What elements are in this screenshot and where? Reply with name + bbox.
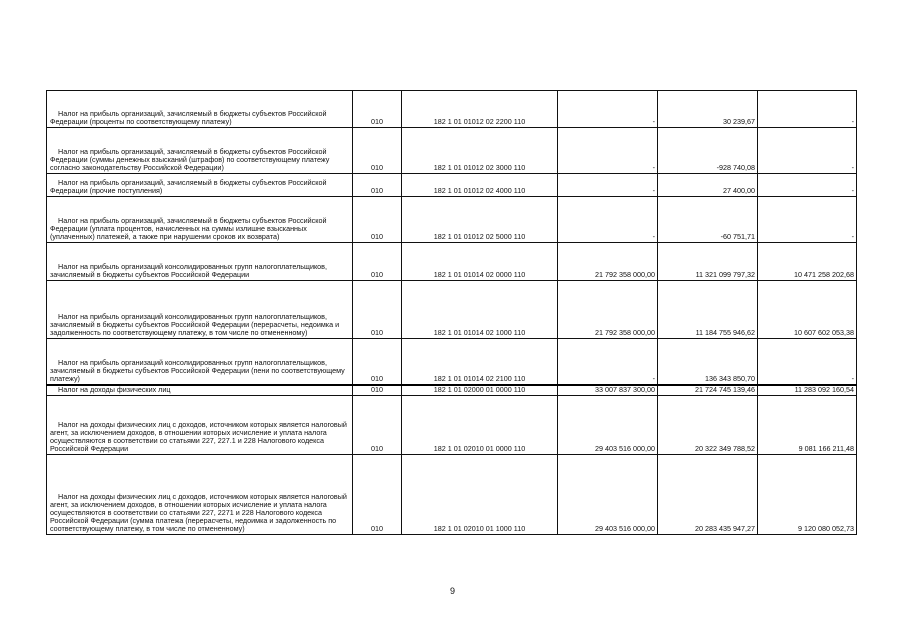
row-name: Налог на прибыль организаций консолидированных групп налогоплательщиков, зачисляемый в бюджеты субъектов Российской Федерации [50,262,328,279]
row-unexecuted: 9 081 166 211,48 [758,396,857,455]
row-budget-code: 182 1 01 02010 01 1000 110 [402,455,558,535]
row-budget-code: 182 1 01 01012 02 4000 110 [402,174,558,197]
row-budget-code: 182 1 01 01014 02 0000 110 [402,243,558,281]
row-line-code: 010 [353,128,402,174]
row-line-code: 010 [353,455,402,535]
table-row [47,197,857,243]
row-executed: 21 724 745 139,46 [658,385,758,396]
row-name-cell [47,339,353,385]
row-budget-code: 182 1 01 01012 02 2200 110 [402,91,558,128]
row-name: Налог на прибыль организаций консолидированных групп налогоплательщиков, зачисляемый в бюджеты субъектов Российской Федерации (пени по соответствующему платежу) [50,357,345,383]
row-approved: - [558,128,658,174]
row-line-code: 010 [353,396,402,455]
row-approved: 21 792 358 000,00 [558,243,658,281]
row-name: Налог на прибыль организаций, зачисляемый в бюджеты субъектов Российской Федерации (проценты по соответствующему платежу) [50,109,327,126]
row-budget-code: 182 1 01 01014 02 2100 110 [402,339,558,385]
revenue-table [46,90,857,535]
row-approved: 29 403 516 000,00 [558,455,658,535]
row-line-code: 010 [353,197,402,243]
row-executed: 20 322 349 788,52 [658,396,758,455]
row-name: Налог на прибыль организаций консолидированных групп налогоплательщиков, зачисляемый в бюджеты субъектов Российской Федерации (перерасчеты, недоимка и задолженность по соответствующему платежу, в том числе по отмененному) [50,312,340,337]
table-row [47,91,857,128]
row-approved: - [558,339,658,385]
row-name: Налог на прибыль организаций, зачисляемый в бюджеты субъектов Российской Федерации (прочие поступления) [50,178,327,195]
table-row [47,396,857,455]
row-unexecuted: 10 607 602 053,38 [758,281,857,339]
row-name: Налог на прибыль организаций, зачисляемый в бюджеты субъектов Российской Федерации (суммы денежных взысканий (штрафов) по соответствующему платежу согласно законодательству Российской Федерации) [50,147,330,172]
row-approved: - [558,91,658,128]
row-unexecuted: - [758,197,857,243]
row-unexecuted: 9 120 080 052,73 [758,455,857,535]
row-budget-code: 182 1 01 02010 01 0000 110 [402,396,558,455]
row-approved: - [558,197,658,243]
row-executed: 136 343 850,70 [658,339,758,385]
row-name-cell [47,281,353,339]
row-executed: -60 751,71 [658,197,758,243]
row-name: Налог на прибыль организаций, зачисляемый в бюджеты субъектов Российской Федерации (уплата процентов, начисленных на суммы излишне взысканных (уплаченных) платежей, а также при нарушении сроков их возврата) [50,216,327,241]
row-executed: -928 740,08 [658,128,758,174]
row-approved: 21 792 358 000,00 [558,281,658,339]
table-row [47,281,857,339]
row-name-cell [47,174,353,197]
row-unexecuted: - [758,91,857,128]
row-approved: 29 403 516 000,00 [558,396,658,455]
page-number: 9 [449,586,455,596]
row-line-code: 010 [353,91,402,128]
row-name-cell [47,91,353,128]
row-approved: - [558,174,658,197]
row-name-cell [47,197,353,243]
row-name-cell [47,128,353,174]
row-budget-code: 182 1 01 02000 01 0000 110 [402,385,558,396]
row-unexecuted: 10 471 258 202,68 [758,243,857,281]
table-row [47,174,857,197]
row-name-cell [47,396,353,455]
row-name: Налог на доходы физических лиц с доходов, источником которых является налоговый агент, за исключением доходов, в отношении которых исчисление и уплата налога осуществляются в соответствии со статьями 227, 227.1 и 228 Налогового кодекса Российской Федерации [50,420,347,453]
table-row [47,455,857,535]
row-executed: 20 283 435 947,27 [658,455,758,535]
row-executed: 11 184 755 946,62 [658,281,758,339]
row-unexecuted: 11 283 092 160,54 [758,385,857,396]
row-line-code: 010 [353,385,402,396]
row-approved: 33 007 837 300,00 [558,385,658,396]
row-unexecuted: - [758,128,857,174]
row-unexecuted: - [758,339,857,385]
row-executed: 30 239,67 [658,91,758,128]
row-budget-code: 182 1 01 01012 02 5000 110 [402,197,558,243]
row-name-cell [47,385,353,396]
row-name-cell [47,243,353,281]
row-unexecuted: - [758,174,857,197]
row-line-code: 010 [353,243,402,281]
row-name: Налог на доходы физических лиц с доходов, источником которых является налоговый агент, за исключением доходов, в отношении которых исчисление и уплата налога осуществляются в соответствии со статьями 227, 2271 и 228 Налогового кодекса Российской Федерации (сумма платежа (перерасчеты, недоимка и задолженность по соответствующему платежу, в том числе по отмененному) [50,492,347,533]
row-line-code: 010 [353,174,402,197]
row-budget-code: 182 1 01 01012 02 3000 110 [402,128,558,174]
table-row [47,128,857,174]
table-row [47,385,857,396]
table-row [47,339,857,385]
row-executed: 27 400,00 [658,174,758,197]
row-executed: 11 321 099 797,32 [658,243,758,281]
row-line-code: 010 [353,339,402,385]
table-row [47,243,857,281]
row-budget-code: 182 1 01 01014 02 1000 110 [402,281,558,339]
row-name: Налог на доходы физических лиц [58,385,171,394]
row-line-code: 010 [353,281,402,339]
row-name-cell [47,455,353,535]
